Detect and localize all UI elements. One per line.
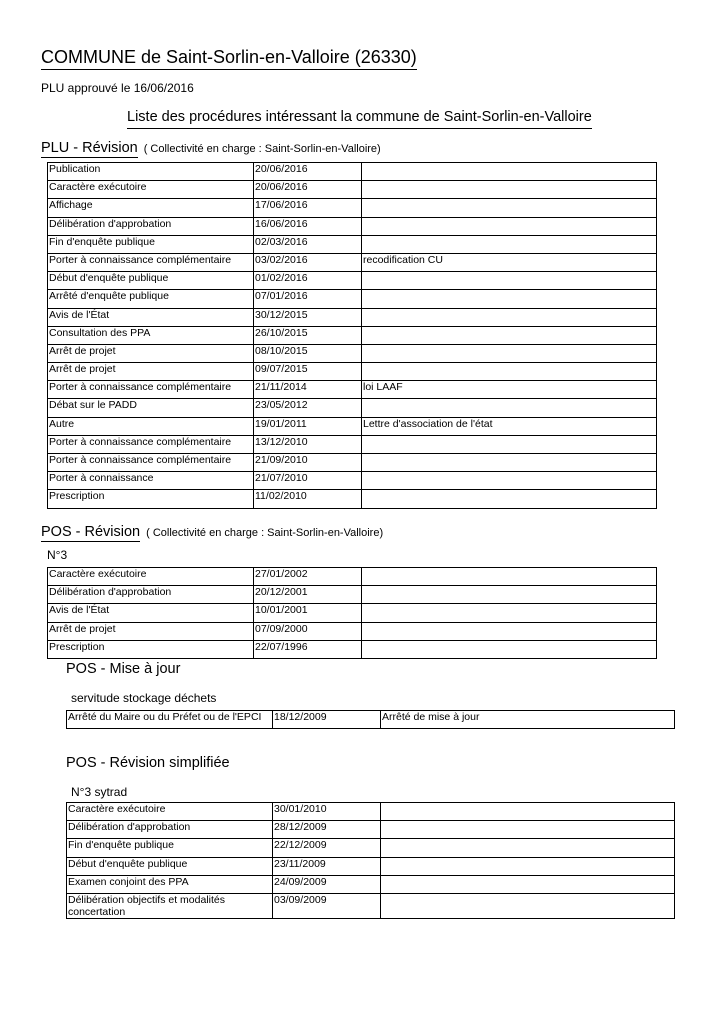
pos-revision-simplifiee-table — [66, 802, 675, 919]
table-row — [48, 622, 657, 640]
table-row — [48, 399, 657, 417]
plu-revision-title: PLU - Révision — [41, 140, 138, 156]
procedure-cell: Consultation des PPA — [48, 326, 254, 344]
procedure-cell: Porter à connaissance complémentaire — [48, 454, 254, 472]
date-cell: 27/01/2002 — [254, 568, 362, 586]
comment-cell — [362, 163, 657, 181]
procedure-cell: Caractère exécutoire — [48, 568, 254, 586]
table-row — [48, 472, 657, 490]
comment-cell — [362, 640, 657, 658]
procedure-cell: Début d'enquête publique — [48, 272, 254, 290]
procedure-cell: Caractère exécutoire — [67, 803, 273, 821]
table-row — [67, 839, 675, 857]
table-row — [67, 711, 675, 729]
plu-revision-collectivite: ( Collectivité en charge : Saint-Sorlin-en-Valloire) — [143, 143, 381, 155]
date-cell: 07/01/2016 — [254, 290, 362, 308]
table-row — [48, 290, 657, 308]
plu-revision-table — [47, 162, 657, 509]
date-cell: 18/12/2009 — [273, 711, 381, 729]
procedure-cell: Caractère exécutoire — [48, 181, 254, 199]
table-row — [48, 326, 657, 344]
comment-cell — [362, 272, 657, 290]
comment-cell — [362, 344, 657, 362]
procedure-cell: Fin d'enquête publique — [67, 839, 273, 857]
date-cell: 02/03/2016 — [254, 235, 362, 253]
procedure-cell: Arrêt de projet — [48, 344, 254, 362]
table-row — [48, 417, 657, 435]
procedure-cell: Prescription — [48, 490, 254, 508]
procedure-cell: Délibération d'approbation — [67, 821, 273, 839]
table-row — [67, 857, 675, 875]
date-cell: 10/01/2001 — [254, 604, 362, 622]
pos-mise-a-jour-table — [66, 710, 675, 729]
procedure-cell: Début d'enquête publique — [67, 857, 273, 875]
plu-revision-heading — [41, 139, 381, 158]
procedure-cell: Délibération objectifs et modalités concertation — [67, 893, 273, 918]
date-cell: 13/12/2010 — [254, 435, 362, 453]
comment-cell — [362, 308, 657, 326]
procedure-cell: Porter à connaissance — [48, 472, 254, 490]
date-cell: 22/12/2009 — [273, 839, 381, 857]
table-row — [67, 893, 675, 918]
pos-revision-simplifiee-label: N°3 sytrad — [71, 785, 128, 799]
comment-cell — [362, 235, 657, 253]
date-cell: 24/09/2009 — [273, 875, 381, 893]
table-row — [48, 363, 657, 381]
date-cell: 09/07/2015 — [254, 363, 362, 381]
date-cell: 22/07/1996 — [254, 640, 362, 658]
procedure-cell: Délibération d'approbation — [48, 586, 254, 604]
table-row — [48, 199, 657, 217]
comment-cell — [362, 181, 657, 199]
pos-revision-collectivite: ( Collectivité en charge : Saint-Sorlin-en-Valloire) — [146, 527, 384, 539]
table-row — [48, 181, 657, 199]
procedure-cell: Porter à connaissance complémentaire — [48, 435, 254, 453]
date-cell: 03/09/2009 — [273, 893, 381, 918]
comment-cell — [362, 604, 657, 622]
date-cell: 21/11/2014 — [254, 381, 362, 399]
comment-cell — [362, 217, 657, 235]
date-cell: 17/06/2016 — [254, 199, 362, 217]
comment-cell: Arrêté de mise à jour — [381, 711, 675, 729]
table-row — [67, 821, 675, 839]
date-cell: 08/10/2015 — [254, 344, 362, 362]
comment-cell: loi LAAF — [362, 381, 657, 399]
pos-revision-heading — [41, 523, 383, 542]
procedure-cell: Arrêté d'enquête publique — [48, 290, 254, 308]
comment-cell — [362, 622, 657, 640]
procedure-cell: Examen conjoint des PPA — [67, 875, 273, 893]
comment-cell — [381, 821, 675, 839]
comment-cell — [362, 586, 657, 604]
table-row — [48, 604, 657, 622]
date-cell: 26/10/2015 — [254, 326, 362, 344]
date-cell: 01/02/2016 — [254, 272, 362, 290]
comment-cell — [362, 326, 657, 344]
table-row — [48, 344, 657, 362]
comment-cell — [362, 199, 657, 217]
comment-cell — [362, 290, 657, 308]
date-cell: 19/01/2011 — [254, 417, 362, 435]
comment-cell — [362, 454, 657, 472]
table-row — [48, 308, 657, 326]
date-cell: 23/05/2012 — [254, 399, 362, 417]
procedure-cell: Publication — [48, 163, 254, 181]
approval-date: PLU approuvé le 16/06/2016 — [41, 81, 194, 95]
pos-mise-a-jour-title: POS - Mise à jour — [66, 661, 181, 677]
comment-cell — [362, 472, 657, 490]
comment-cell — [381, 803, 675, 821]
pos-mise-a-jour-label: servitude stockage déchets — [71, 691, 217, 705]
table-row — [48, 163, 657, 181]
date-cell: 07/09/2000 — [254, 622, 362, 640]
comment-cell — [381, 893, 675, 918]
date-cell: 11/02/2010 — [254, 490, 362, 508]
comment-cell: Lettre d'association de l'état — [362, 417, 657, 435]
table-row — [48, 235, 657, 253]
date-cell: 20/06/2016 — [254, 181, 362, 199]
date-cell: 20/12/2001 — [254, 586, 362, 604]
date-cell: 21/07/2010 — [254, 472, 362, 490]
procedure-cell: Porter à connaissance complémentaire — [48, 381, 254, 399]
date-cell: 23/11/2009 — [273, 857, 381, 875]
procedure-cell: Porter à connaissance complémentaire — [48, 253, 254, 271]
table-row — [48, 272, 657, 290]
procedure-cell: Autre — [48, 417, 254, 435]
procedure-cell: Délibération d'approbation — [48, 217, 254, 235]
table-row — [48, 490, 657, 508]
procedure-cell: Débat sur le PADD — [48, 399, 254, 417]
comment-cell — [362, 399, 657, 417]
date-cell: 03/02/2016 — [254, 253, 362, 271]
table-row — [48, 381, 657, 399]
comment-cell — [362, 490, 657, 508]
procedure-cell: Fin d'enquête publique — [48, 235, 254, 253]
pos-revision-title: POS - Révision — [41, 524, 141, 540]
table-row — [48, 640, 657, 658]
comment-cell — [362, 363, 657, 381]
table-row — [48, 435, 657, 453]
comment-cell — [381, 839, 675, 857]
date-cell: 21/09/2010 — [254, 454, 362, 472]
procedure-cell: Prescription — [48, 640, 254, 658]
table-row — [48, 586, 657, 604]
date-cell: 20/06/2016 — [254, 163, 362, 181]
comment-cell — [381, 875, 675, 893]
procedure-cell: Arrêté du Maire ou du Préfet ou de l'EPCI — [67, 711, 273, 729]
procedure-cell: Affichage — [48, 199, 254, 217]
pos-revision-simplifiee-title: POS - Révision simplifiée — [66, 755, 230, 771]
page-title: COMMUNE de Saint-Sorlin-en-Valloire (26330) — [41, 46, 417, 70]
table-row — [48, 253, 657, 271]
page-subtitle: Liste des procédures intéressant la commune de Saint-Sorlin-en-Valloire — [127, 108, 592, 129]
procedure-cell: Arrêt de projet — [48, 363, 254, 381]
pos-revision-table — [47, 567, 657, 659]
pos-revision-number: N°3 — [47, 548, 68, 562]
table-row — [48, 568, 657, 586]
date-cell: 28/12/2009 — [273, 821, 381, 839]
procedure-cell: Avis de l'État — [48, 308, 254, 326]
comment-cell — [362, 568, 657, 586]
table-row — [67, 875, 675, 893]
comment-cell: recodification CU — [362, 253, 657, 271]
comment-cell — [381, 857, 675, 875]
table-row — [67, 803, 675, 821]
procedure-cell: Arrêt de projet — [48, 622, 254, 640]
date-cell: 30/01/2010 — [273, 803, 381, 821]
table-row — [48, 454, 657, 472]
comment-cell — [362, 435, 657, 453]
date-cell: 30/12/2015 — [254, 308, 362, 326]
procedure-cell: Avis de l'État — [48, 604, 254, 622]
table-row — [48, 217, 657, 235]
date-cell: 16/06/2016 — [254, 217, 362, 235]
